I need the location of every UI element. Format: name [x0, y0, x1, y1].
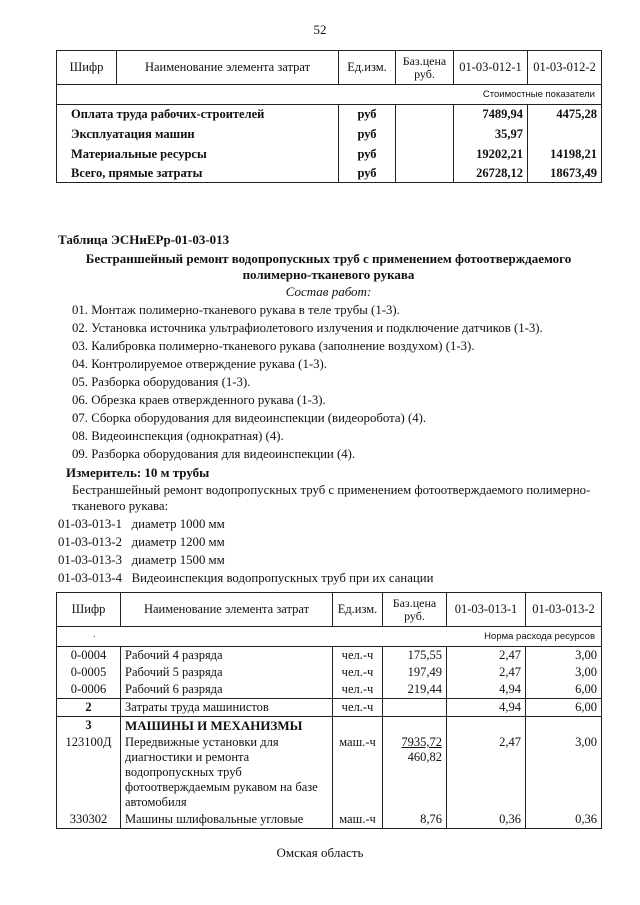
table-row: 330302 Машины шлифовальные угловые маш.-ч 8,76 0,36 0,36: [57, 811, 602, 829]
work-step: 08. Видеоинспекция (однократная) (4).: [72, 429, 284, 443]
header-unit: Ед.изм.: [339, 51, 396, 85]
work-step: 04. Контролируемое отверждение рукава (1-3).: [72, 357, 327, 371]
base-price: 7935,72: [401, 735, 442, 749]
cost-table-012: [56, 50, 602, 183]
header-col-a: 01-03-012-1: [454, 51, 528, 85]
table-row: Материальные ресурсы руб 19202,21 14198,21: [57, 145, 602, 165]
variant-text: диаметр 1000 мм: [131, 517, 225, 531]
header-col-a: 01-03-013-1: [447, 593, 526, 627]
header-base-price: Баз.цена руб.: [383, 593, 447, 627]
page-footer: Омская область: [276, 845, 364, 860]
driver-price: 460,82: [407, 750, 442, 764]
header-code: Шифр: [57, 51, 117, 85]
variant-text: диаметр 1200 мм: [131, 535, 225, 549]
table-row: Эксплуатация машин руб 35,97: [57, 125, 602, 145]
header-col-b: 01-03-012-2: [528, 51, 602, 85]
table-row: 123100Д Передвижные установки для диагностики и ремонта водопропускных труб фотоотверждаемым рукавом на базе автомобиля маш.-ч 7935,72 460,82 2,47 3,00: [57, 734, 602, 811]
variant-code: 01-03-013-4: [58, 571, 122, 585]
section-row: 3 МАШИНЫ И МЕХАНИЗМЫ: [57, 717, 602, 735]
composition-label: Состав работ:: [285, 284, 372, 299]
description-line2: тканевого рукава:: [72, 499, 169, 513]
page-number: 52: [313, 22, 327, 37]
variant-line: [58, 553, 225, 568]
resource-table-013: [56, 592, 602, 829]
table-caption: . Норма расхода ресурсов: [57, 627, 602, 647]
work-step: 09. Разборка оборудования для видеоинспекции (4).: [72, 447, 356, 461]
section-title-line1: Бестраншейный ремонт водопропускных труб с применением фотоотверждаемого: [85, 251, 572, 266]
variant-line: [58, 571, 433, 586]
table-row: Всего, прямые затраты руб 26728,12 18673,49: [57, 165, 602, 183]
variant-code: 01-03-013-2: [58, 535, 122, 549]
variant-line: [58, 535, 225, 550]
header-code: Шифр: [57, 593, 121, 627]
table-label: Таблица ЭСНиЕРр-01-03-013: [58, 232, 230, 247]
work-step: 03. Калибровка полимерно-тканевого рукава (заполнение воздухом) (1-3).: [72, 339, 475, 353]
header-col-b: 01-03-013-2: [526, 593, 602, 627]
header-unit: Ед.изм.: [333, 593, 383, 627]
summary-row: 2 Затраты труда машинистов чел.-ч 4,94 6,00: [57, 699, 602, 717]
work-step: 05. Разборка оборудования (1-3).: [72, 375, 251, 389]
work-step: 01. Монтаж полимерно-тканевого рукава в теле трубы (1-3).: [72, 303, 400, 317]
table-row: 0-0005 Рабочий 5 разряда чел.-ч 197,49 2,47 3,00: [57, 664, 602, 681]
table-row: Оплата труда рабочих-строителей руб 7489,94 4475,28: [57, 105, 602, 126]
variant-code: 01-03-013-3: [58, 553, 122, 567]
section-title-line2: полимерно-тканевого рукава: [242, 267, 415, 282]
header-name: Наименование элемента затрат: [117, 51, 339, 85]
table-row: 0-0004 Рабочий 4 разряда чел.-ч 175,55 2,47 3,00: [57, 647, 602, 665]
variant-code: 01-03-013-1: [58, 517, 122, 531]
variant-text: диаметр 1500 мм: [131, 553, 225, 567]
description-line1: Бестраншейный ремонт водопропускных труб с применением фотоотверждаемого полимерно-: [72, 483, 591, 497]
header-name: Наименование элемента затрат: [121, 593, 333, 627]
variant-line: [58, 517, 225, 532]
work-step: 02. Установка источника ультрафиолетового излучения и подключение датчиков (1-3).: [72, 321, 543, 335]
work-step: 07. Сборка оборудования для видеоинспекции (видеоробота) (4).: [72, 411, 427, 425]
header-base-price: Баз.цена руб.: [396, 51, 454, 85]
work-step: 06. Обрезка краев отвержденного рукава (1-3).: [72, 393, 326, 407]
table-caption: Стоимостные показатели: [57, 85, 602, 105]
table-row: 0-0006 Рабочий 6 разряда чел.-ч 219,44 4,94 6,00: [57, 681, 602, 699]
variant-text: Видеоинспекция водопропускных труб при их санации: [131, 571, 434, 585]
measure-unit: Измеритель: 10 м трубы: [66, 465, 210, 480]
caption-mark: .: [93, 629, 96, 639]
